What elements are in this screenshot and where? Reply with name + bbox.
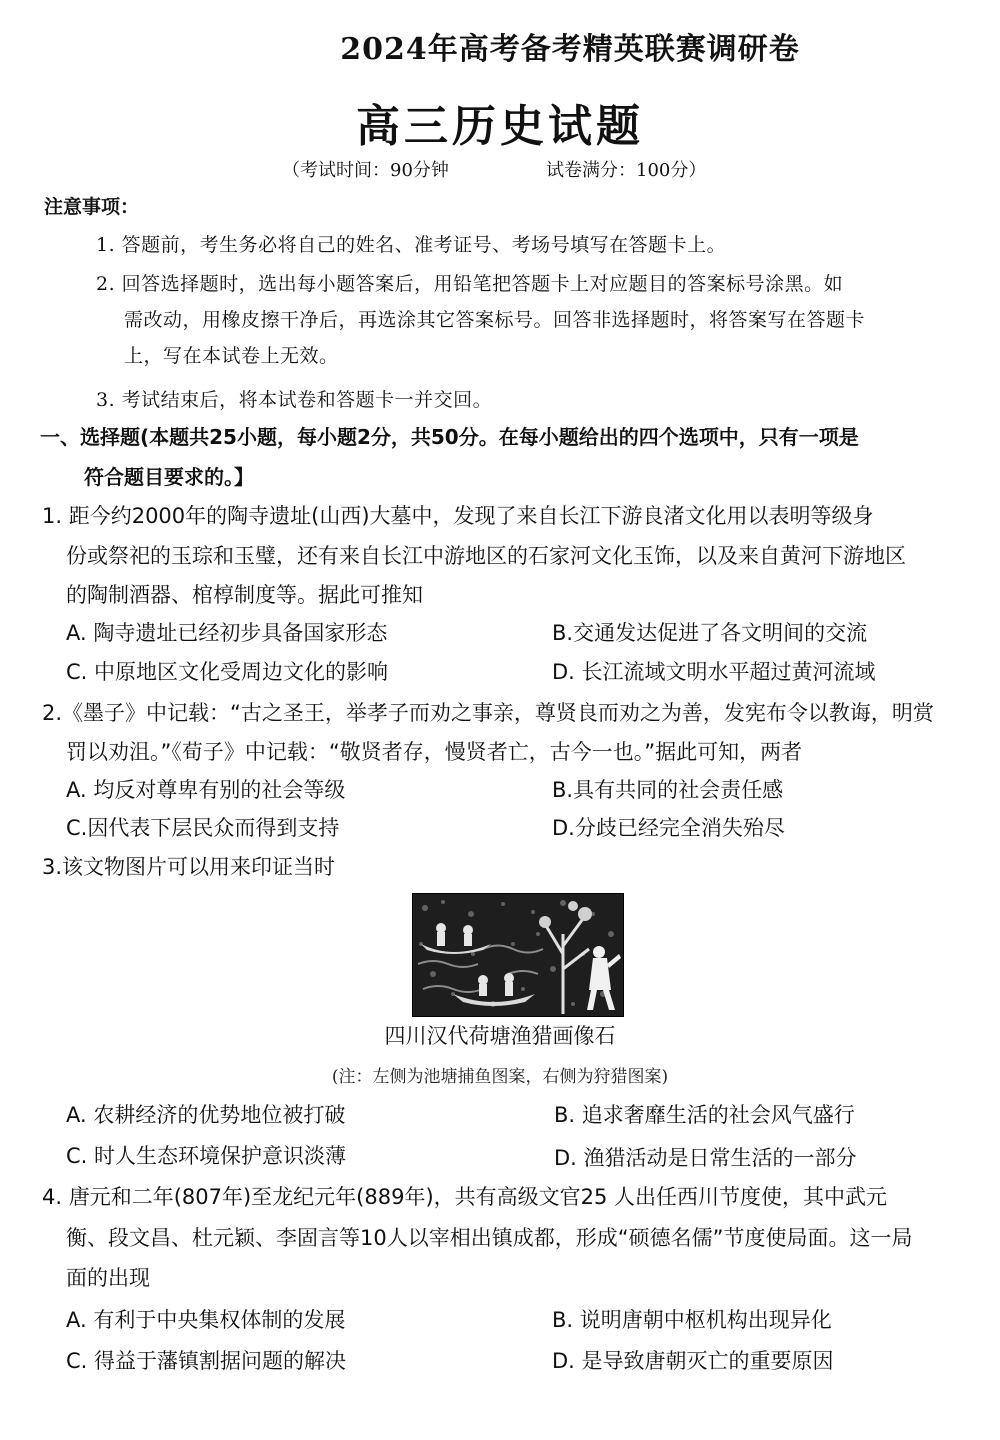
stone-relief-image — [412, 893, 624, 1017]
figure-caption: 四川汉代荷塘渔猎画像石 — [384, 1024, 616, 1048]
section-heading: 一、选择题(本题共25小题，每小题2分，共50分。在每小题给出的四个选项中，只有一项是 — [40, 425, 859, 449]
notice-item-1: 1. 答题前，考生务必将自己的姓名、准考证号、考场号填写在答题卡上。 — [96, 234, 727, 256]
q4-option-a[interactable]: A. 有利于中央集权体制的发展 — [66, 1308, 346, 1332]
section-heading-cont: 符合题目要求的。】 — [84, 465, 254, 489]
q3-option-b[interactable]: B. 追求奢靡生活的社会风气盛行 — [554, 1103, 855, 1127]
notice-item-2-line-1: 2. 回答选择题时，选出每小题答案后，用铅笔把答题卡上对应题目的答案标号涂黑。如 — [96, 273, 844, 295]
q4-stem-line-1: 4. 唐元和二年(807年)至龙纪元年(889年)，共有高级文官25 人出任西川节度使，其中武元 — [42, 1185, 888, 1209]
q4-stem-line-2: 衡、段文昌、杜元颖、李固言等10人以宰相出镇成都，形成“硕德名儒”节度使局面。这一局 — [66, 1226, 913, 1250]
figure-note: (注：左侧为池塘捕鱼图案，右侧为狩猎图案) — [331, 1067, 669, 1087]
q1-stem-line-1: 1. 距今约2000年的陶寺遗址(山西)大墓中，发现了来自长江下游良渚文化用以表明等级身 — [42, 504, 874, 528]
q2-option-a[interactable]: A. 均反对尊卑有别的社会等级 — [66, 778, 346, 802]
q4-option-b[interactable]: B. 说明唐朝中枢机构出现异化 — [552, 1308, 832, 1332]
q4-stem-line-3: 面的出现 — [66, 1266, 150, 1290]
q2-option-c[interactable]: C.因代表下层民众而得到支持 — [66, 816, 340, 840]
q4-option-d[interactable]: D. 是导致唐朝灭亡的重要原因 — [552, 1349, 834, 1373]
q1-option-d[interactable]: D. 长江流域文明水平超过黄河流域 — [552, 660, 876, 684]
q2-stem-line-2: 罚以劝沮。”《荀子》中记载：“敬贤者存，慢贤者亡，古今一也。”据此可知，两者 — [66, 740, 803, 764]
q1-option-b[interactable]: B.交通发达促进了各文明间的交流 — [552, 621, 868, 645]
q3-option-a[interactable]: A. 农耕经济的优势地位被打破 — [66, 1103, 346, 1127]
notice-item-3: 3. 考试结束后，将本试卷和答题卡一并交回。 — [96, 389, 493, 411]
notice-heading: 注意事项： — [44, 196, 140, 218]
q1-stem-line-2: 份或祭祀的玉琮和玉璧，还有来自长江中游地区的石家河文化玉饰，以及来自黄河下游地区 — [66, 544, 906, 568]
q1-option-a[interactable]: A. 陶寺遗址已经初步具备国家形态 — [66, 621, 388, 645]
exam-full-score: 试卷满分：100分） — [546, 160, 707, 181]
exam-time: （考试时间：90分钟 — [282, 160, 449, 181]
exam-title: 高三历史试题 — [356, 101, 644, 152]
q1-stem-line-3: 的陶制酒器、棺椁制度等。据此可推知 — [66, 583, 423, 607]
q2-stem-line-1: 2.《墨子》中记载：“古之圣王，举孝子而劝之事亲，尊贤良而劝之为善，发宪布令以教诲，明赏 — [42, 701, 934, 725]
q3-option-c[interactable]: C. 时人生态环境保护意识淡薄 — [66, 1144, 347, 1168]
q3-option-d[interactable]: D. 渔猎活动是日常生活的一部分 — [554, 1146, 857, 1170]
series-title: 2024年高考备考精英联赛调研卷 — [340, 32, 800, 67]
q3-stem-line-1: 3.该文物图片可以用来印证当时 — [42, 855, 336, 879]
q2-option-b[interactable]: B.具有共同的社会责任感 — [552, 778, 784, 802]
q4-option-c[interactable]: C. 得益于藩镇割据问题的解决 — [66, 1349, 347, 1373]
q1-option-c[interactable]: C. 中原地区文化受周边文化的影响 — [66, 660, 389, 684]
notice-item-2-line-3: 上，写在本试卷上无效。 — [124, 345, 339, 367]
q2-option-d[interactable]: D.分歧已经完全消失殆尽 — [552, 816, 785, 840]
notice-item-2-line-2: 需改动，用橡皮擦干净后，再选涂其它答案标号。回答非选择题时，将答案写在答题卡 — [124, 309, 866, 331]
